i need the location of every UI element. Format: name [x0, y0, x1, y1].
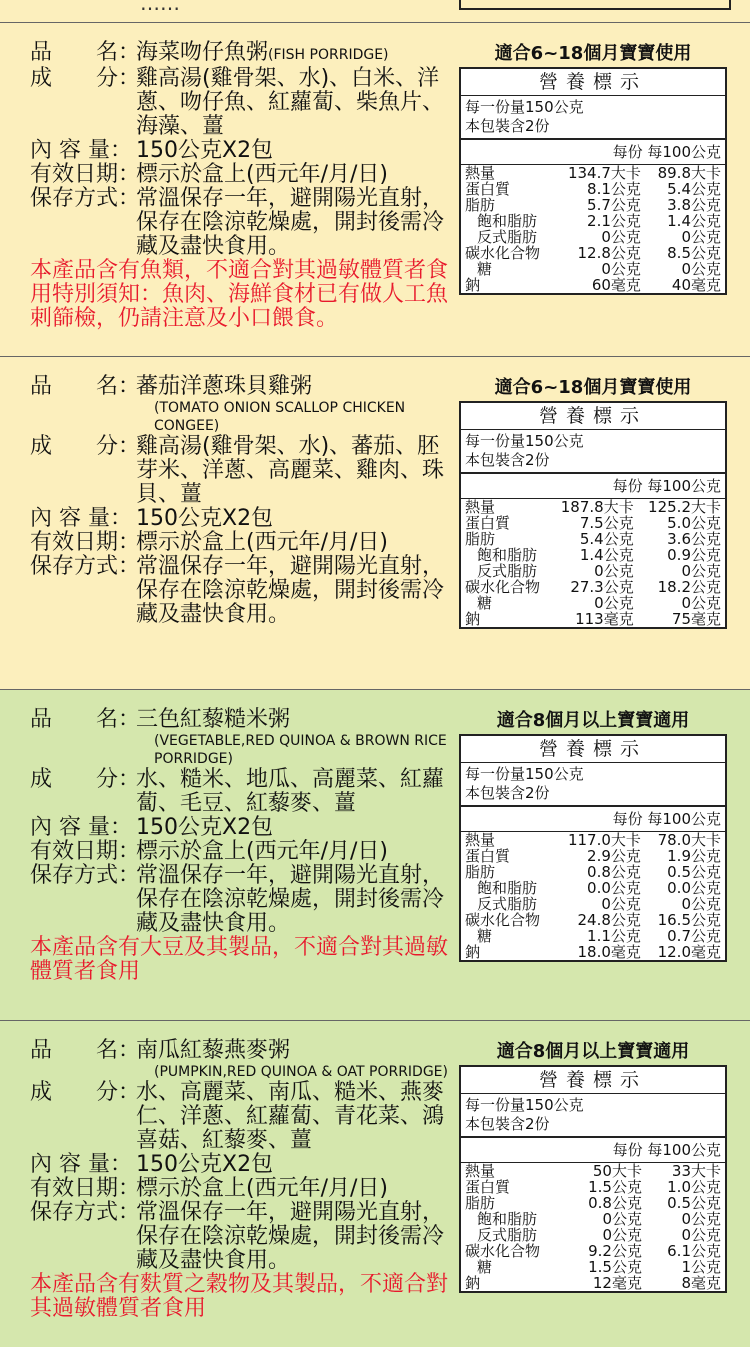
per-100g-header: 每100公克	[647, 1141, 721, 1159]
product-name-en: (FISH PORRIDGE)	[268, 47, 389, 63]
expiry-row	[30, 1177, 450, 1201]
product-info	[30, 708, 450, 984]
ingredients-row	[30, 768, 450, 816]
column-headers	[461, 1138, 725, 1163]
per-100g-value: 1.0公克	[667, 1178, 721, 1196]
name-row	[30, 708, 450, 732]
nutrition-table	[459, 734, 727, 962]
nutrient-name: 熱量	[465, 498, 496, 516]
per-serving-value: 0.8公克	[587, 863, 641, 881]
allergy-warning: 本產品含有大豆及其製品，不適合對其過敏體質者食用	[30, 935, 449, 984]
per-100g-value: 75毫克	[671, 610, 721, 628]
per-100g-value: 1公克	[681, 1258, 721, 1276]
per-100g-value: 12.0毫克	[657, 943, 721, 961]
per-serving-header: 每份	[612, 477, 643, 495]
nutrition-row	[461, 229, 725, 245]
serving-info	[461, 763, 725, 807]
per-100g-value: 0.5公克	[667, 863, 721, 881]
product-info	[30, 1039, 450, 1321]
per-100g-value: 0公克	[681, 895, 721, 913]
per-100g-value: 18.2公克	[657, 578, 721, 596]
per-serving-value: 12毫克	[592, 1274, 642, 1292]
expiry-row	[30, 840, 450, 864]
per-serving-value: 1.5公克	[588, 1178, 642, 1196]
per-serving-value: 0公克	[601, 260, 641, 278]
nutrition-row	[461, 896, 725, 912]
per-100g-value: 3.6公克	[667, 530, 721, 548]
expiry-value: 標示於盒上(西元年/月/日)	[136, 162, 388, 187]
per-serving-value: 1.1公克	[587, 927, 641, 945]
ingredients-row	[30, 67, 450, 139]
product-name: 南瓜紅藜燕麥粥	[136, 1038, 291, 1063]
nutrient-name: 碳水化合物	[465, 244, 541, 262]
nutrient-name: 熱量	[465, 164, 496, 182]
product-section	[0, 1021, 750, 1347]
per-serving-header: 每份	[612, 810, 643, 828]
suitable-age: 適合8個月以上寶寶適用	[496, 1041, 690, 1062]
serving-info	[461, 96, 725, 140]
per-serving-value: 60毫克	[591, 276, 641, 294]
product-info	[30, 41, 450, 331]
volume-value: 150公克X2包	[136, 506, 274, 531]
per-100g-value: 16.5公克	[657, 911, 721, 929]
nutrient-name: 飽和脂肪	[477, 212, 538, 230]
per-serving-value: 8.1公克	[587, 180, 641, 198]
per-100g-header: 每100公克	[647, 477, 721, 495]
nutrient-name: 熱量	[465, 1162, 496, 1180]
volume-row	[30, 1153, 450, 1177]
product-name: 蕃茄洋蔥珠貝雞粥	[136, 374, 313, 399]
volume-label: 內 容 量：	[30, 506, 132, 531]
per-100g-value: 5.4公克	[667, 180, 721, 198]
per-serving-value: 24.8公克	[577, 911, 641, 929]
ingredients-value: 水、糙米、地瓜、高麗菜、紅蘿蔔、毛豆、紅藜麥、薑	[136, 767, 445, 816]
nutrition-row	[461, 181, 725, 197]
nutrient-name: 反式脂肪	[477, 562, 538, 580]
nutrition-row	[461, 531, 725, 547]
per-serving-value: 113毫克	[575, 610, 634, 628]
name-label: 品 名：	[30, 1038, 141, 1063]
nutrition-row	[461, 1227, 725, 1243]
nutrition-title: 營養標示	[461, 403, 725, 430]
nutrition-rows	[461, 499, 725, 627]
nutrition-row	[461, 213, 725, 229]
expiry-row	[30, 531, 450, 555]
nutrient-name: 鈉	[465, 1274, 481, 1292]
allergy-warning: 本產品含有麩質之穀物及其製品，不適合對其過敏體質者食用	[30, 1272, 449, 1321]
ingredients-value: 雞高湯(雞骨架、水)、白米、洋蔥、吻仔魚、紅蘿蔔、柴魚片、海藻、薑	[136, 66, 445, 139]
nutrition-row	[461, 261, 725, 277]
per-serving-value: 0.8公克	[588, 1194, 642, 1212]
per-serving-value: 0公克	[601, 895, 641, 913]
column-headers	[461, 140, 725, 165]
nutrient-name: 糖	[477, 594, 493, 612]
per-serving-value: 0公克	[594, 594, 634, 612]
nutrient-name: 蛋白質	[465, 180, 511, 198]
serving-size: 每一份量150公克	[465, 98, 584, 116]
nutrition-panel	[459, 375, 727, 629]
volume-value: 150公克X2包	[136, 138, 274, 163]
nutrient-name: 碳水化合物	[465, 911, 541, 929]
nutrition-row	[461, 563, 725, 579]
volume-row	[30, 139, 450, 163]
nutrition-row	[461, 864, 725, 880]
column-headers	[461, 474, 725, 499]
expiry-value: 標示於盒上(西元年/月/日)	[136, 530, 388, 555]
nutrition-row	[461, 1275, 725, 1291]
nutrition-row	[461, 515, 725, 531]
per-100g-value: 0公克	[681, 594, 721, 612]
storage-value: 常溫保存一年，避開陽光直射，保存在陰涼乾燥處，開封後需冷藏及盡快食用。	[136, 554, 445, 627]
nutrient-name: 反式脂肪	[477, 1226, 538, 1244]
per-serving-header: 每份	[612, 1141, 643, 1159]
servings-per-package: 本包裝含2份	[465, 784, 550, 802]
storage-row	[30, 864, 450, 936]
storage-value: 常溫保存一年，避開陽光直射，保存在陰涼乾燥處，開封後需冷藏及盡快食用。	[136, 863, 445, 936]
per-100g-value: 0.9公克	[667, 546, 721, 564]
per-100g-value: 0.5公克	[667, 1194, 721, 1212]
nutrient-name: 碳水化合物	[465, 578, 541, 596]
storage-row	[30, 555, 450, 627]
product-name: 三色紅藜糙米粥	[136, 707, 291, 732]
per-serving-value: 0公克	[602, 1210, 642, 1228]
per-serving-value: 0公克	[594, 562, 634, 580]
per-serving-value: 1.5公克	[588, 1258, 642, 1276]
nutrient-name: 鈉	[465, 276, 481, 294]
name-row	[30, 1039, 450, 1063]
product-name-en: (VEGETABLE,RED QUINOA & BROWN RICE PORRIDGE)	[154, 733, 447, 767]
previous-section-fragment	[0, 0, 750, 23]
per-serving-value: 1.4公克	[579, 546, 634, 564]
ingredients-label: 成 分：	[30, 767, 141, 792]
nutrition-title: 營養標示	[461, 69, 725, 96]
name-label: 品 名：	[30, 374, 141, 399]
volume-value: 150公克X2包	[136, 815, 274, 840]
nutrition-title: 營養標示	[461, 1067, 725, 1094]
storage-value: 常溫保存一年，避開陽光直射，保存在陰涼乾燥處，開封後需冷藏及盡快食用。	[136, 186, 445, 259]
volume-label: 內 容 量：	[30, 1152, 132, 1177]
per-100g-value: 8.5公克	[667, 244, 721, 262]
product-name-en: (PUMPKIN,RED QUINOA & OAT PORRIDGE)	[154, 1064, 448, 1080]
name-label: 品 名：	[30, 707, 141, 732]
nutrient-name: 熱量	[465, 831, 496, 849]
per-100g-value: 0公克	[681, 228, 721, 246]
per-100g-value: 33大卡	[671, 1162, 721, 1180]
product-name-en: (TOMATO ONION SCALLOP CHICKEN CONGEE)	[154, 400, 406, 434]
per-100g-value: 0公克	[681, 562, 721, 580]
nutrition-table	[459, 67, 727, 295]
volume-label: 內 容 量：	[30, 815, 132, 840]
nutrient-name: 蛋白質	[465, 1178, 511, 1196]
nutrition-row	[461, 547, 725, 563]
per-serving-value: 134.7大卡	[567, 164, 641, 182]
nutrition-row	[461, 277, 725, 293]
volume-row	[30, 816, 450, 840]
ingredients-label: 成 分：	[30, 434, 141, 459]
nutrition-row	[461, 880, 725, 896]
name-label: 品 名：	[30, 40, 141, 65]
nutrition-row	[461, 595, 725, 611]
per-serving-value: 27.3公克	[570, 578, 634, 596]
servings-per-package: 本包裝含2份	[465, 1115, 550, 1133]
storage-label: 保存方式：	[30, 186, 141, 211]
product-section	[0, 357, 750, 690]
per-serving-value: 187.8大卡	[560, 498, 634, 516]
nutrient-name: 飽和脂肪	[477, 879, 538, 897]
nutrition-table	[459, 1065, 727, 1293]
servings-per-package: 本包裝含2份	[465, 117, 550, 135]
storage-label: 保存方式：	[30, 863, 141, 888]
storage-label: 保存方式：	[30, 1200, 141, 1225]
nutrient-name: 脂肪	[465, 863, 496, 881]
per-serving-value: 50大卡	[592, 1162, 642, 1180]
nutrient-name: 鈉	[465, 610, 481, 628]
nutrition-row	[461, 1259, 725, 1275]
nutrient-name: 蛋白質	[465, 514, 511, 532]
volume-label: 內 容 量：	[30, 138, 132, 163]
storage-row	[30, 1201, 450, 1273]
serving-info	[461, 1094, 725, 1138]
storage-row	[30, 187, 450, 259]
ingredients-row	[30, 1081, 450, 1153]
nutrient-name: 脂肪	[465, 196, 496, 214]
nutrition-title: 營養標示	[461, 736, 725, 763]
nutrition-row	[461, 611, 725, 627]
servings-per-package: 本包裝含2份	[465, 451, 550, 469]
nutrient-name: 鈉	[465, 943, 481, 961]
nutrient-name: 糖	[477, 260, 493, 278]
per-serving-value: 18.0毫克	[577, 943, 641, 961]
nutrition-row	[461, 912, 725, 928]
volume-value: 150公克X2包	[136, 1152, 274, 1177]
nutrient-name: 反式脂肪	[477, 895, 538, 913]
product-section	[0, 23, 750, 357]
nutrition-row	[461, 579, 725, 595]
expiry-value: 標示於盒上(西元年/月/日)	[136, 1176, 388, 1201]
nutrition-rows	[461, 832, 725, 960]
product-info	[30, 375, 450, 627]
name-row	[30, 375, 450, 399]
per-100g-value: 125.2大卡	[648, 498, 721, 516]
cut-off-table	[459, 0, 731, 10]
suitable-age: 適合6~18個月寶寶使用	[494, 43, 692, 64]
per-serving-value: 117.0大卡	[567, 831, 641, 849]
nutrition-panel	[459, 41, 727, 295]
serving-size: 每一份量150公克	[465, 1096, 584, 1114]
per-serving-value: 2.9公克	[587, 847, 641, 865]
nutrition-row	[461, 1211, 725, 1227]
nutrition-table	[459, 401, 727, 629]
nutrition-row	[461, 197, 725, 213]
nutrient-name: 蛋白質	[465, 847, 511, 865]
product-section	[0, 690, 750, 1021]
nutrition-row	[461, 928, 725, 944]
ingredients-label: 成 分：	[30, 66, 141, 91]
cut-off-text: ……	[140, 0, 180, 15]
per-100g-value: 40毫克	[671, 276, 721, 294]
ingredients-value: 水、高麗菜、南瓜、糙米、燕麥仁、洋蔥、紅蘿蔔、青花菜、鴻喜菇、紅藜麥、薑	[136, 1080, 445, 1153]
per-serving-value: 5.4公克	[579, 530, 634, 548]
nutrition-row	[461, 1163, 725, 1179]
per-serving-value: 9.2公克	[588, 1242, 642, 1260]
nutrient-name: 反式脂肪	[477, 228, 538, 246]
nutrition-rows	[461, 165, 725, 293]
per-100g-value: 1.9公克	[667, 847, 721, 865]
nutrition-row	[461, 245, 725, 261]
nutrition-row	[461, 848, 725, 864]
product-name: 海菜吻仔魚粥	[136, 40, 269, 65]
ingredients-row	[30, 435, 450, 507]
expiry-row	[30, 163, 450, 187]
expiry-label: 有效日期：	[30, 839, 141, 864]
nutrition-rows	[461, 1163, 725, 1291]
per-100g-value: 3.8公克	[667, 196, 721, 214]
suitable-age: 適合8個月以上寶寶適用	[496, 710, 690, 731]
per-100g-value: 1.4公克	[667, 212, 721, 230]
nutrient-name: 脂肪	[465, 530, 496, 548]
storage-value: 常溫保存一年，避開陽光直射，保存在陰涼乾燥處，開封後需冷藏及盡快食用。	[136, 1200, 445, 1273]
per-serving-value: 2.1公克	[587, 212, 641, 230]
per-100g-value: 0.0公克	[667, 879, 721, 897]
nutrition-panel	[459, 708, 727, 962]
ingredients-label: 成 分：	[30, 1080, 141, 1105]
column-headers	[461, 807, 725, 832]
per-100g-value: 5.0公克	[667, 514, 721, 532]
nutrition-row	[461, 1179, 725, 1195]
expiry-label: 有效日期：	[30, 530, 141, 555]
nutrient-name: 糖	[477, 927, 493, 945]
suitable-age: 適合6~18個月寶寶使用	[494, 377, 692, 398]
per-serving-header: 每份	[612, 143, 643, 161]
per-serving-value: 0.0公克	[587, 879, 641, 897]
serving-info	[461, 430, 725, 474]
per-100g-header: 每100公克	[647, 143, 721, 161]
nutrition-panel	[459, 1039, 727, 1293]
nutrient-name: 碳水化合物	[465, 1242, 541, 1260]
per-100g-value: 8毫克	[681, 1274, 721, 1292]
per-100g-value: 0公克	[681, 1210, 721, 1228]
nutrient-name: 脂肪	[465, 1194, 496, 1212]
serving-size: 每一份量150公克	[465, 765, 584, 783]
per-serving-value: 7.5公克	[579, 514, 634, 532]
nutrient-name: 飽和脂肪	[477, 1210, 538, 1228]
per-serving-value: 12.8公克	[577, 244, 641, 262]
per-100g-value: 78.0大卡	[657, 831, 721, 849]
per-100g-value: 0公克	[681, 1226, 721, 1244]
per-100g-header: 每100公克	[647, 810, 721, 828]
per-100g-value: 0公克	[681, 260, 721, 278]
per-serving-value: 5.7公克	[587, 196, 641, 214]
nutrition-row	[461, 165, 725, 181]
name-row	[30, 41, 450, 67]
expiry-label: 有效日期：	[30, 162, 141, 187]
expiry-value: 標示於盒上(西元年/月/日)	[136, 839, 388, 864]
serving-size: 每一份量150公克	[465, 432, 584, 450]
nutrient-name: 糖	[477, 1258, 493, 1276]
per-serving-value: 0公克	[602, 1226, 642, 1244]
nutrition-row	[461, 1243, 725, 1259]
storage-label: 保存方式：	[30, 554, 141, 579]
nutrition-row	[461, 944, 725, 960]
per-serving-value: 0公克	[601, 228, 641, 246]
expiry-label: 有效日期：	[30, 1176, 141, 1201]
per-100g-value: 0.7公克	[667, 927, 721, 945]
nutrition-row	[461, 1195, 725, 1211]
nutrition-row	[461, 832, 725, 848]
allergy-warning: 本產品含有魚類，不適合對其過敏體質者食用特別須知：魚肉、海鮮食材已有做人工魚刺篩檢，仍請注意及小口餵食。	[30, 258, 449, 331]
per-100g-value: 89.8大卡	[657, 164, 721, 182]
nutrient-name: 飽和脂肪	[477, 546, 538, 564]
volume-row	[30, 507, 450, 531]
ingredients-value: 雞高湯(雞骨架、水)、蕃茄、胚芽米、洋蔥、高麗菜、雞肉、珠貝、薑	[136, 434, 445, 507]
nutrition-row	[461, 499, 725, 515]
per-100g-value: 6.1公克	[667, 1242, 721, 1260]
